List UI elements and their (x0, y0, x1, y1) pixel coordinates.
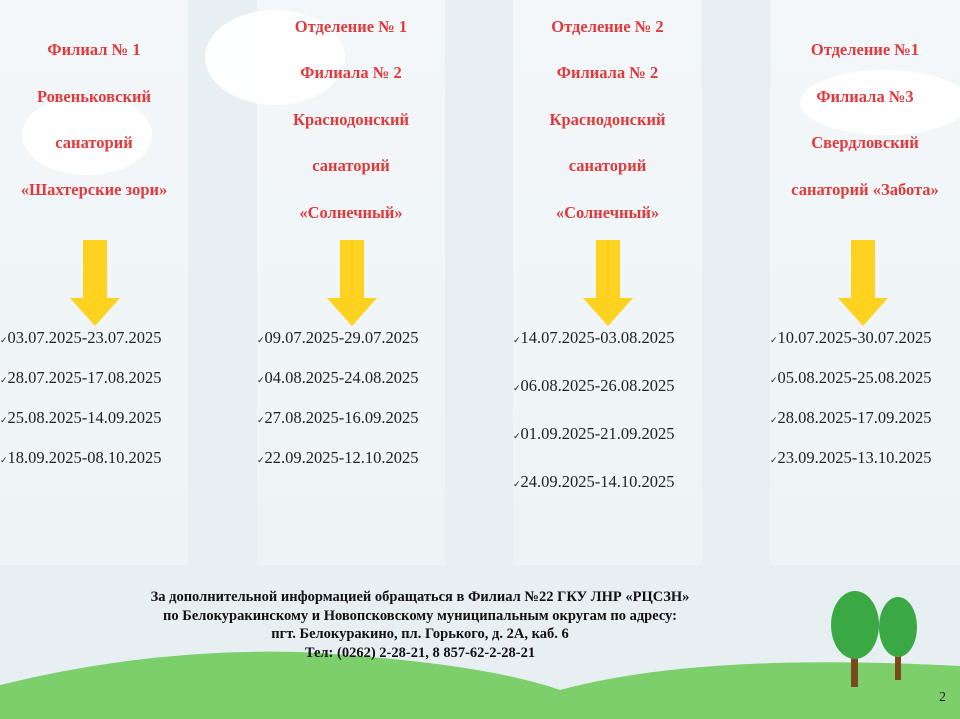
header-line: Ровеньковский (36, 86, 152, 106)
date-range: 27.08.2025-16.09.2025 (264, 408, 419, 427)
check-icon: ✓ (513, 479, 521, 489)
date-range: 03.07.2025-23.07.2025 (7, 328, 162, 347)
check-icon: ✓ (0, 415, 8, 425)
date-list-2 (257, 318, 419, 478)
date-item (257, 438, 419, 478)
date-item (513, 414, 675, 462)
date-range: 01.09.2025-21.09.2025 (520, 424, 675, 443)
date-item (257, 318, 419, 358)
check-icon: ✓ (513, 431, 521, 441)
date-item (513, 318, 675, 366)
check-icon: ✓ (770, 455, 778, 465)
date-item (0, 358, 162, 398)
header-line: санаторий (568, 156, 647, 176)
check-icon: ✓ (770, 415, 778, 425)
date-item (0, 398, 162, 438)
check-icon: ✓ (0, 335, 8, 345)
header-line: санаторий «Забота» (791, 179, 939, 199)
header-line: «Солнечный» (299, 202, 403, 222)
header-line: Филиала № 2 (556, 63, 659, 83)
date-range: 28.08.2025-17.09.2025 (777, 408, 932, 427)
check-icon: ✓ (770, 335, 778, 345)
check-icon: ✓ (513, 383, 521, 393)
date-range: 14.07.2025-03.08.2025 (520, 328, 675, 347)
date-range: 25.08.2025-14.09.2025 (7, 408, 162, 427)
column-header-2 (257, 0, 445, 240)
date-item (257, 398, 419, 438)
header-line: «Солнечный» (555, 202, 660, 222)
header-line: Отделение №1 (810, 40, 920, 59)
header-line: «Шахтерские зори» (20, 179, 168, 199)
check-icon: ✓ (257, 375, 265, 385)
arrow-down-icon (583, 240, 633, 326)
arrow-down-icon (70, 240, 120, 326)
date-list-4 (770, 318, 932, 478)
header-line: Свердловский (811, 133, 919, 152)
header-line: Краснодонский (549, 109, 666, 129)
date-range: 23.09.2025-13.10.2025 (777, 448, 932, 467)
header-line: Краснодонский (293, 109, 409, 129)
column-header-4 (770, 0, 960, 240)
arrow-down-icon (838, 240, 888, 326)
header-line: Отделение № 2 (551, 16, 664, 36)
contact-line: по Белокуракинскому и Новопсковскому муниципальным округам по адресу: (163, 607, 677, 624)
date-item (257, 358, 419, 398)
date-item (770, 318, 932, 358)
header-line: санаторий (55, 133, 133, 152)
date-list-1 (0, 318, 162, 478)
date-range: 28.07.2025-17.08.2025 (7, 368, 162, 387)
check-icon: ✓ (0, 455, 8, 465)
date-item (770, 398, 932, 438)
contact-line: За дополнительной информацией обращаться в Филиал №22 ГКУ ЛНР «РЦСЗН» (150, 589, 690, 605)
check-icon: ✓ (513, 335, 521, 345)
header-line: Филиал № 1 (47, 40, 141, 59)
check-icon: ✓ (257, 415, 265, 425)
date-range: 09.07.2025-29.07.2025 (264, 328, 419, 347)
date-item (770, 438, 932, 478)
date-list-3 (513, 318, 675, 510)
check-icon: ✓ (257, 455, 265, 465)
column-header-3 (513, 0, 702, 240)
date-range: 24.09.2025-14.10.2025 (520, 472, 675, 491)
contact-info (0, 588, 840, 662)
date-item (0, 438, 162, 478)
date-range: 04.08.2025-24.08.2025 (264, 368, 419, 387)
date-range: 18.09.2025-08.10.2025 (7, 448, 162, 467)
date-item (513, 366, 675, 414)
page-number: 2 (939, 690, 946, 705)
contact-phone: Тел: (0262) 2-28-21, 8 857-62-2-28-21 (304, 644, 536, 661)
header-line: санаторий (312, 156, 390, 176)
contact-address: пгт. Белокуракино, пл. Горького, д. 2А, каб. 6 (271, 626, 569, 642)
header-line: Филиала №3 (816, 86, 914, 106)
date-range: 05.08.2025-25.08.2025 (777, 368, 932, 387)
check-icon: ✓ (0, 375, 8, 385)
check-icon: ✓ (257, 335, 265, 345)
check-icon: ✓ (770, 375, 778, 385)
header-line: Филиала № 2 (300, 63, 402, 83)
date-item (0, 318, 162, 358)
date-item (770, 358, 932, 398)
date-range: 10.07.2025-30.07.2025 (777, 328, 932, 347)
header-line: Отделение № 1 (294, 16, 408, 36)
date-range: 06.08.2025-26.08.2025 (520, 376, 675, 395)
arrow-down-icon (327, 240, 377, 326)
date-item (513, 462, 675, 510)
date-range: 22.09.2025-12.10.2025 (264, 448, 419, 467)
trees-icon (825, 585, 935, 690)
column-header-1 (0, 0, 188, 240)
